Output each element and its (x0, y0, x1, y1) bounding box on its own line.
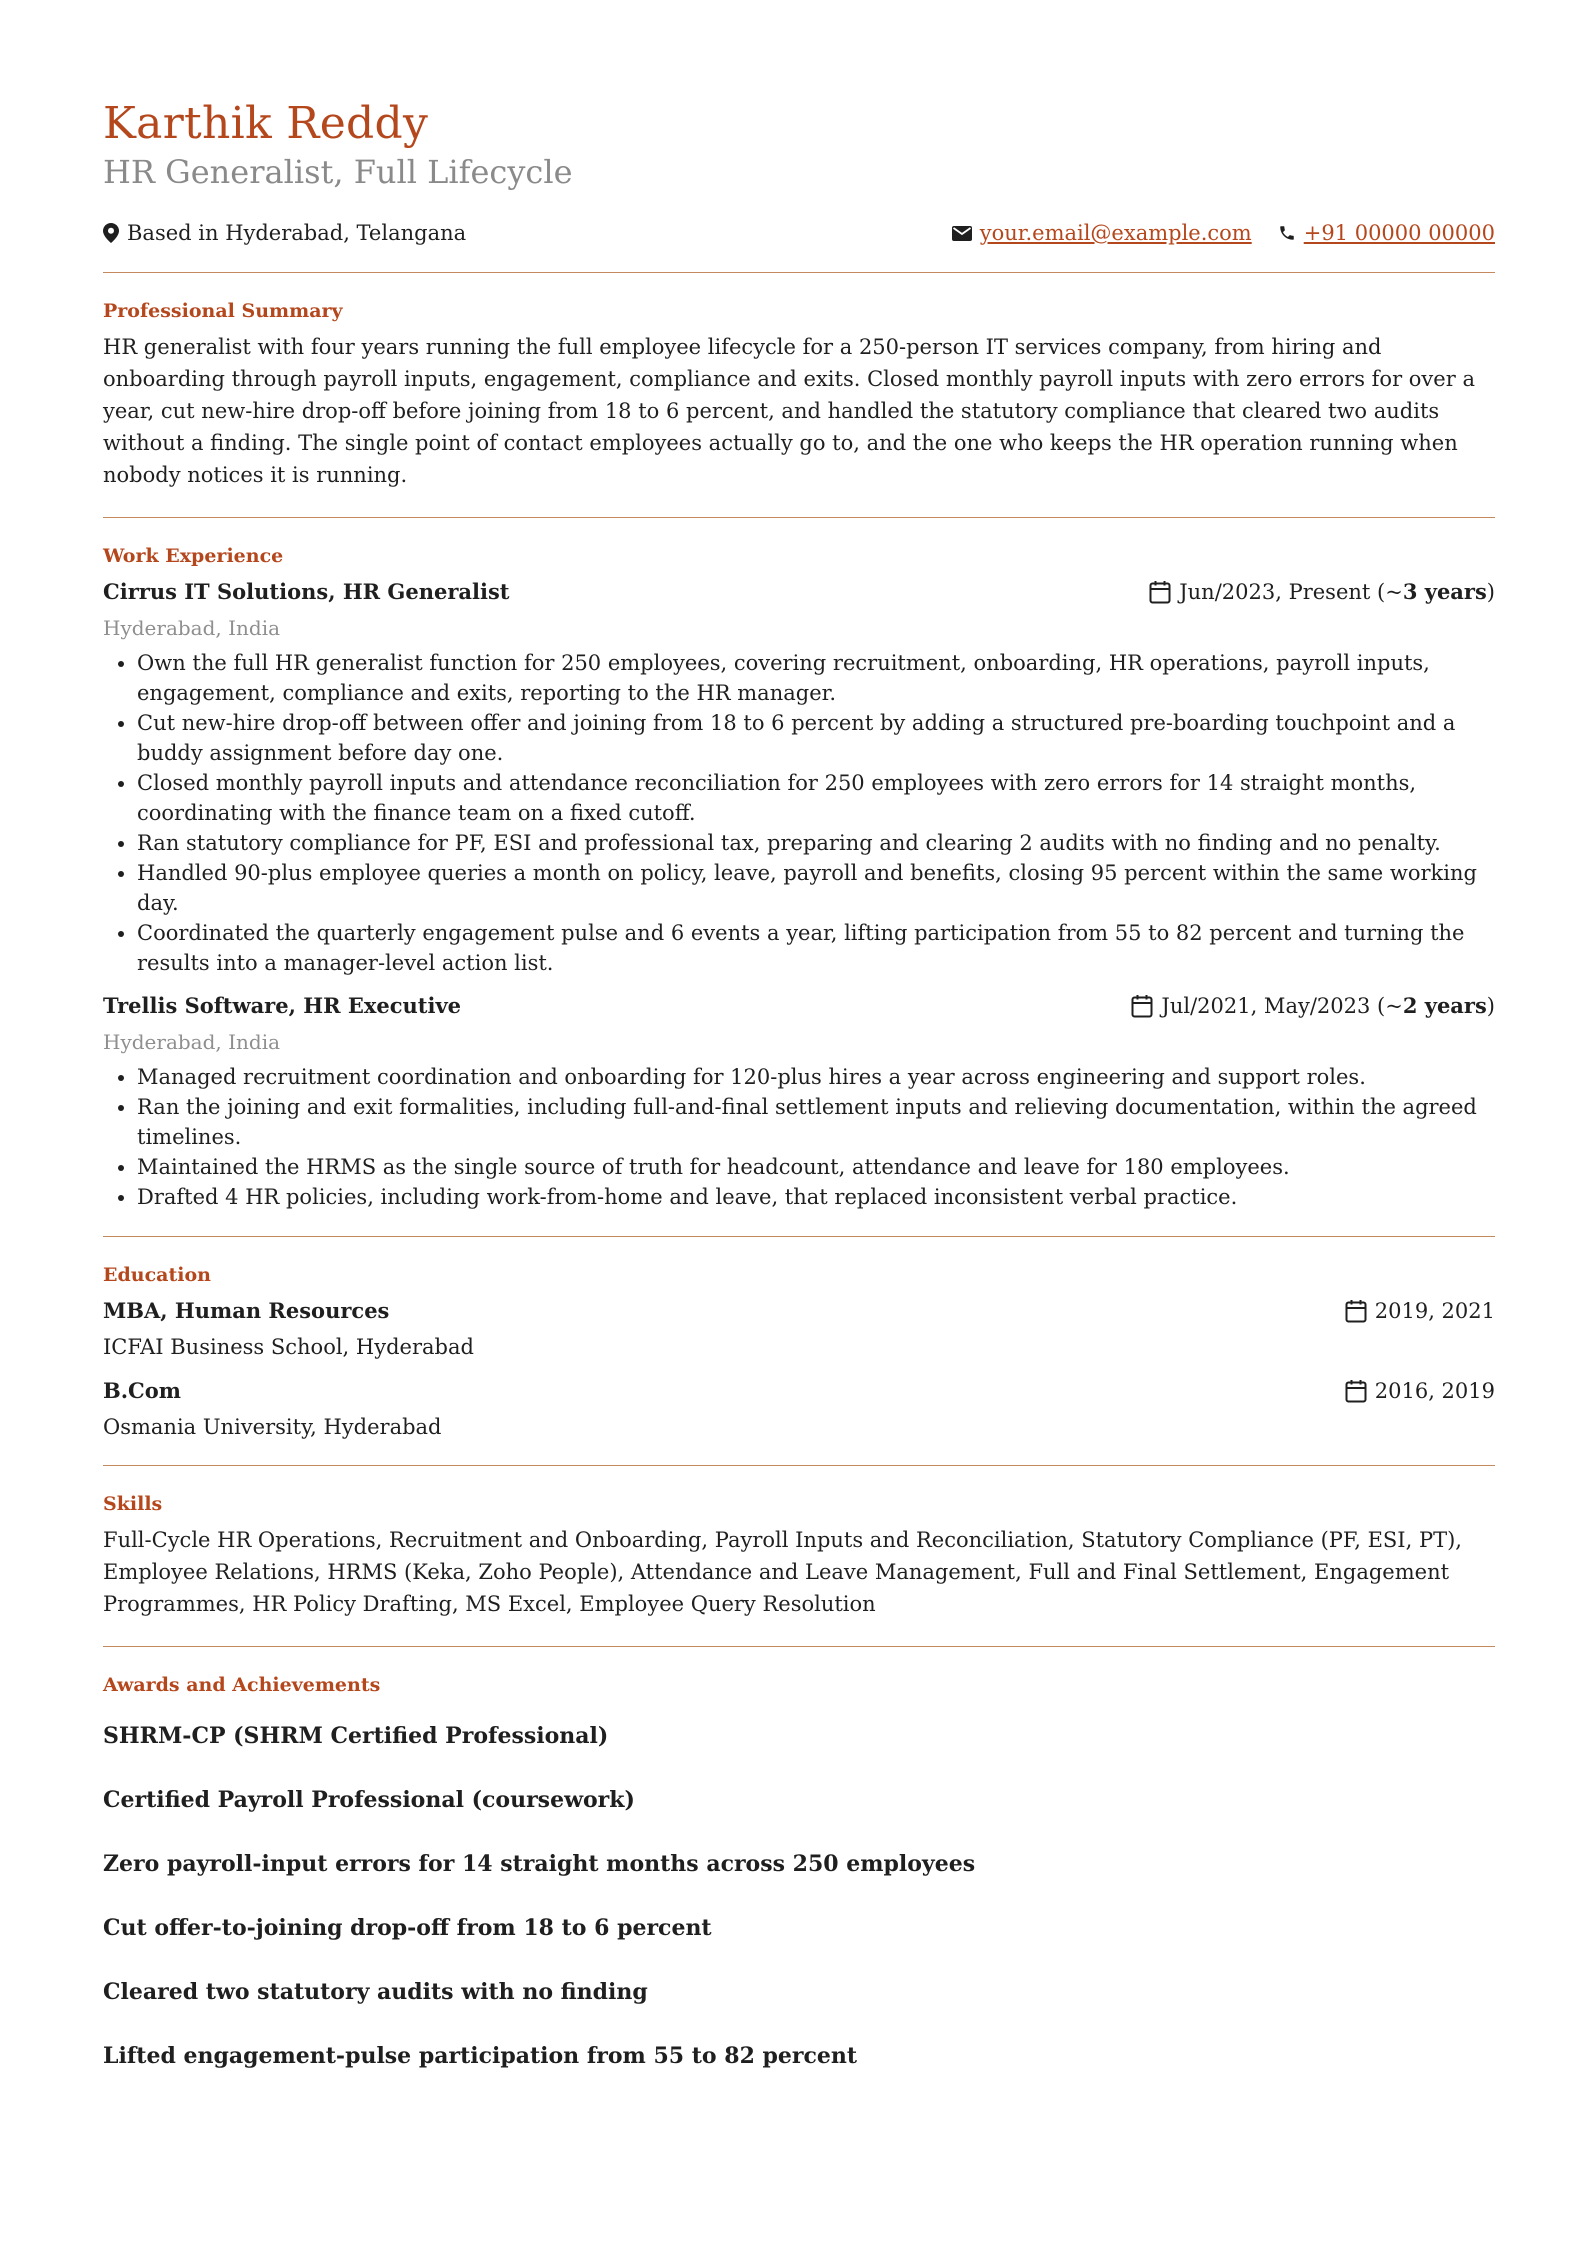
list-item: • Maintained the HRMS as the single source of truth for headcount, attendance and leave for 180 employees. (137, 1152, 1495, 1182)
location (103, 221, 466, 245)
duration: 3 years (1402, 579, 1487, 604)
section-title: Professional Summary (103, 300, 343, 322)
award-item: Lifted engagement-pulse participation from 55 to 82 percent (103, 2043, 858, 2069)
separator: , (328, 579, 343, 604)
resume-page (103, 96, 1495, 2097)
list-item: • Ran statutory compliance for PF, ESI and professional tax, preparing and clearing 2 audits with no finding and no penalty. (137, 828, 1495, 858)
job-title (103, 990, 461, 1022)
email-link[interactable]: your.email@example.com (979, 221, 1252, 245)
awards-section (103, 1647, 1495, 2097)
company-name: Trellis Software (103, 993, 289, 1018)
contact-row (103, 218, 1495, 248)
date-range: Jun/2023, Present (~ (1179, 580, 1403, 604)
education-header (103, 1375, 1495, 1407)
candidate-title: HR Generalist, Full Lifecycle (103, 153, 573, 191)
summary-text: HR generalist with four years running the full employee lifecycle for a 250-person IT services company, from hiring and onboarding through payroll inputs, engagement, compliance and exits. Closed monthly payroll inputs with zero errors for over a year, cut new-hire drop-off before joining from 18 to 6 percent, and handled the statutory compliance that cleared two audits without a finding. The single point of contact employees actually go to, and the one who keeps the HR operation running when nobody notices it is running. (103, 335, 1475, 487)
award-item: SHRM-CP (SHRM Certified Professional) (103, 1723, 609, 1749)
education-entry (103, 1295, 1495, 1363)
section-title: Work Experience (103, 545, 284, 567)
award-item: Zero payroll-input errors for 14 straight months across 250 employees (103, 1851, 976, 1877)
list-item: • Handled 90-plus employee queries a month on policy, leave, payroll and benefits, closing 95 percent within the same working day. (137, 858, 1495, 918)
experience-section (103, 518, 1495, 1236)
email-item (952, 221, 1252, 245)
job-title (103, 576, 510, 608)
job-role: HR Generalist (342, 579, 510, 604)
date-range: 2019, 2021 (1374, 1299, 1495, 1323)
job-entry (103, 576, 1495, 978)
award-item: Certified Payroll Professional (coursework) (103, 1787, 635, 1813)
list-item: • Closed monthly payroll inputs and attendance reconciliation for 250 employees with zero errors for 14 straight months, coordinating with the finance team on a fixed cutoff. (137, 768, 1495, 828)
calendar-icon (1345, 1299, 1367, 1323)
job-entry (103, 990, 1495, 1212)
skills-section (103, 1466, 1495, 1646)
education-section (103, 1237, 1495, 1465)
separator: , (288, 993, 304, 1018)
job-bullets (103, 1062, 1495, 1212)
list-item: • Drafted 4 HR policies, including work-from-home and leave, that replaced inconsistent verbal practice. (137, 1182, 1495, 1212)
job-bullets (103, 648, 1495, 978)
school-name: ICFAI Business School, Hyderabad (103, 1335, 474, 1359)
section-title: Skills (103, 1493, 163, 1515)
job-header (103, 576, 1495, 608)
job-dates (1131, 990, 1495, 1022)
date-close: ) (1486, 994, 1495, 1018)
list-item: • Coordinated the quarterly engagement pulse and 6 events a year, lifting participation from 55 to 82 percent and turning the results into a manager-level action list. (137, 918, 1495, 978)
award-item: Cleared two statutory audits with no finding (103, 1979, 648, 2005)
envelope-icon (952, 226, 972, 241)
school-name: Osmania University, Hyderabad (103, 1415, 442, 1439)
phone-link[interactable]: +91 00000 00000 (1303, 221, 1495, 245)
list-item: • Managed recruitment coordination and onboarding for 120-plus hires a year across engineering and support roles. (137, 1062, 1495, 1092)
section-title: Awards and Achievements (103, 1674, 381, 1696)
education-dates (1345, 1375, 1495, 1407)
phone-item (1278, 221, 1495, 245)
list-item: • Ran the joining and exit formalities, including full-and-final settlement inputs and relieving documentation, within the agreed timelines. (137, 1092, 1495, 1152)
job-header (103, 990, 1495, 1022)
job-role: HR Executive (303, 993, 462, 1018)
date-range: Jul/2021, May/2023 (~ (1161, 994, 1403, 1018)
list-item: • Cut new-hire drop-off between offer and joining from 18 to 6 percent by adding a structured pre-boarding touchpoint and a buddy assignment before day one. (137, 708, 1495, 768)
calendar-icon (1149, 580, 1171, 604)
list-item: • Own the full HR generalist function for 250 employees, covering recruitment, onboarding, HR operations, payroll inputs, engagement, compliance and exits, reporting to the HR manager. (137, 648, 1495, 708)
contact-links (952, 221, 1495, 245)
duration: 2 years (1402, 993, 1487, 1018)
education-header (103, 1295, 1495, 1327)
job-dates (1149, 576, 1495, 608)
degree: MBA, Human Resources (103, 1298, 390, 1323)
company-name: Cirrus IT Solutions (103, 579, 329, 604)
education-entry (103, 1375, 1495, 1443)
phone-icon (1278, 224, 1296, 242)
location-text: Based in Hyderabad, Telangana (127, 221, 467, 245)
candidate-name: Karthik Reddy (103, 98, 429, 149)
education-dates (1345, 1295, 1495, 1327)
date-close: ) (1486, 580, 1495, 604)
award-item: Cut offer-to-joining drop-off from 18 to 6 percent (103, 1915, 712, 1941)
date-range: 2016, 2019 (1374, 1379, 1495, 1403)
calendar-icon (1131, 994, 1153, 1018)
section-title: Education (103, 1264, 211, 1286)
summary-section (103, 273, 1495, 517)
degree: B.Com (103, 1378, 182, 1403)
map-pin-icon (103, 223, 119, 243)
job-location: Hyderabad, India (103, 1030, 281, 1054)
skills-text: Full-Cycle HR Operations, Recruitment and Onboarding, Payroll Inputs and Reconciliation, Statutory Compliance (PF, ESI, PT), Employee Relations, HRMS (Keka, Zoho People), Attendance and Leave Management, Full and Final Settlement, Engagement Programmes, HR Policy Drafting, MS Excel, Employee Query Resolution (103, 1528, 1462, 1616)
calendar-icon (1345, 1379, 1367, 1403)
job-location: Hyderabad, India (103, 616, 281, 640)
